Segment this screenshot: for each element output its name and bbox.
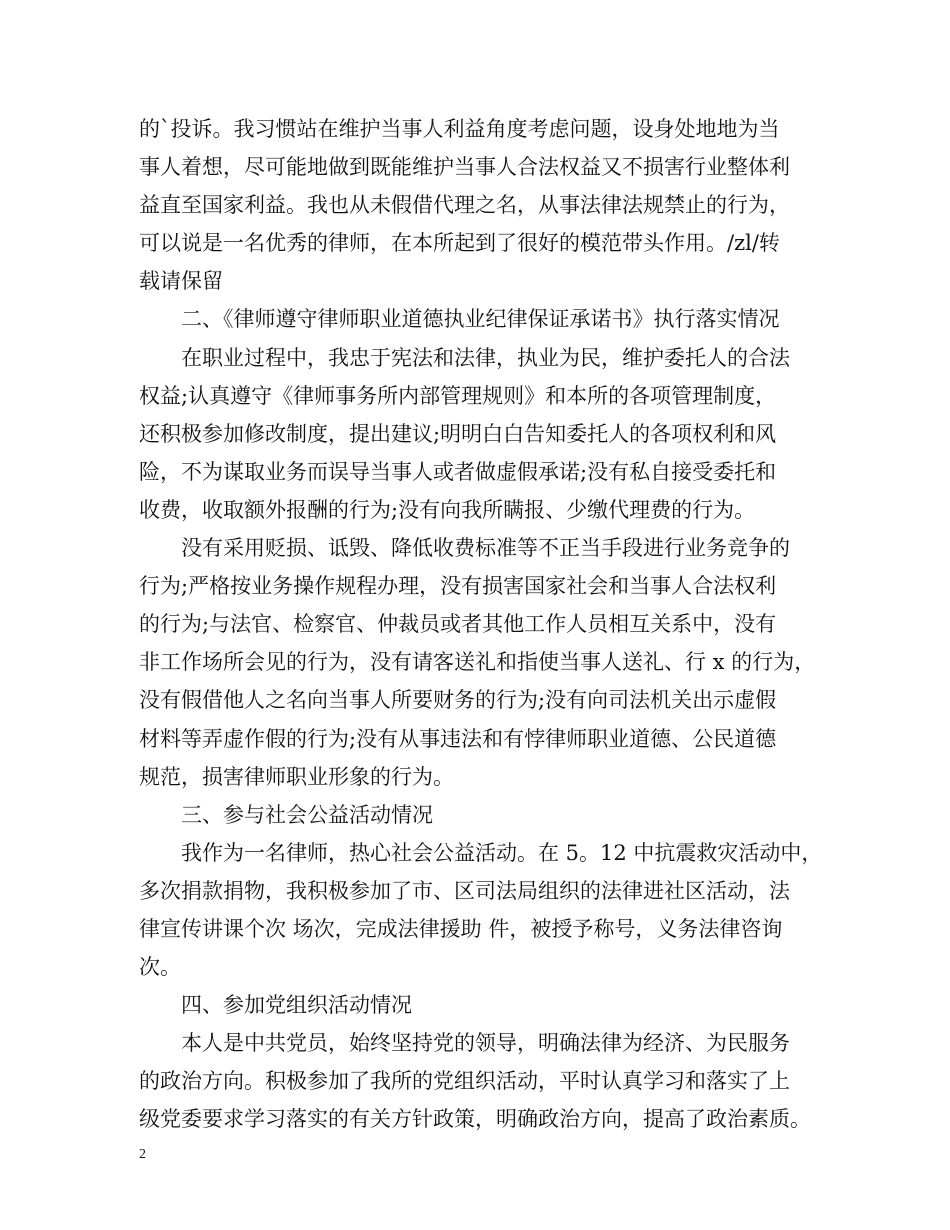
text-line: 载请保留 [139, 269, 223, 294]
text-line: 律宣传讲课个次 场次，完成法律援助 件，被授予称号，义务法律咨询 [139, 916, 783, 941]
page-number: 2 [139, 1147, 146, 1162]
text-line: 没有假借他人之名向当事人所要财务的行为;没有向司法机关出示虚假 [139, 688, 777, 713]
document-body [139, 110, 822, 1139]
text-line: 可以说是一名优秀的律师，在本所起到了很好的模范带头作用。/zl/转 [139, 231, 780, 256]
text-line: 次。 [139, 955, 181, 980]
section-heading: 四、参加党组织活动情况 [181, 993, 412, 1018]
text-line: 的行为;与法官、检察官、仲裁员或者其他工作人员相互关系中，没有 [139, 612, 777, 637]
text-line: 我作为一名律师，热心社会公益活动。在 5。12 中抗震救灾活动中， [181, 840, 823, 865]
text-line: 益直至国家利益。我也从未假借代理之名，从事法律法规禁止的行为， [139, 193, 790, 218]
text-line: 多次捐款捐物，我积极参加了市、区司法局组织的法律进社区活动，法 [139, 878, 790, 903]
text-line: 事人着想，尽可能地做到既能维护当事人合法权益又不损害行业整体利 [139, 155, 790, 180]
text-line: 的`投诉。我习惯站在维护当事人利益角度考虑问题，设身处地地为当 [139, 117, 780, 141]
text-line: 权益;认真遵守《律师事务所内部管理规则》和本所的各项管理制度， [139, 383, 777, 408]
text-line: 行为;严格按业务操作规程办理，没有损害国家社会和当事人合法权利 [139, 574, 777, 599]
section-heading: 二、《律师遵守律师职业道德执业纪律保证承诺书》执行落实情况 [181, 307, 780, 332]
text-line: 在职业过程中，我忠于宪法和法律，执业为民，维护委托人的合法 [181, 345, 790, 370]
text-line: 收费，收取额外报酬的行为;没有向我所瞒报、少缴代理费的行为。 [139, 497, 756, 522]
text-line: 规范，损害律师职业形象的行为。 [139, 764, 454, 789]
text-line: 没有采用贬损、诋毁、降低收费标准等不正当手段进行业务竞争的 [181, 536, 790, 561]
text-line: 级党委要求学习落实的有关方针政策，明确政治方向，提高了政治素质。 [139, 1107, 811, 1132]
section-heading: 三、参与社会公益活动情况 [181, 802, 433, 827]
text-line: 险，不为谋取业务而误导当事人或者做虚假承诺;没有私自接受委托和 [139, 459, 777, 484]
text-line: 本人是中共党员，始终坚持党的领导，明确法律为经济、为民服务 [181, 1031, 790, 1056]
text-line: 的政治方向。积极参加了我所的党组织活动，平时认真学习和落实了上 [139, 1069, 790, 1094]
text-line: 非工作场所会见的行为，没有请客送礼和指使当事人送礼、行 x 的行为， [139, 650, 816, 675]
text-line: 还积极参加修改制度，提出建议;明明白白告知委托人的各项权利和风 [139, 421, 777, 446]
text-line: 材料等弄虚作假的行为;没有从事违法和有悖律师职业道德、公民道德 [139, 726, 777, 751]
